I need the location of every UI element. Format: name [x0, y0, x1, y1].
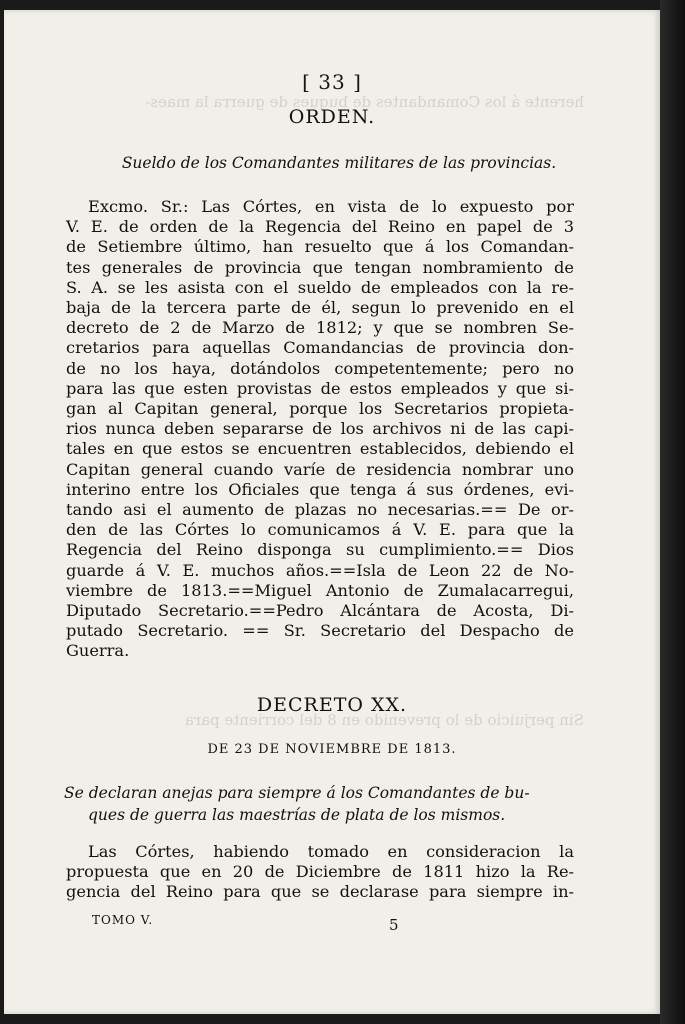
text-line: gencia del Reino para que se declarase para siempre in- [66, 882, 574, 902]
decreto-title: DECRETO XX. [256, 694, 408, 716]
decreto-subtitle-line: Se declaran anejas para siempre á los Comandantes de bu- [64, 784, 530, 802]
bleed-through-text: Sin perjuicio de lo prevenido en 8 del corriente para [184, 711, 584, 729]
text-line: interino entre los Oficiales que tenga á sus órdenes, evi- [66, 479, 574, 499]
decreto-date: DE 23 DE NOVIEMBRE DE 1813. [207, 742, 457, 757]
text-line: V. E. de orden de la Regencia del Reino en papel de 3 [66, 217, 574, 237]
text-line: Guerra. [66, 641, 130, 661]
orden-title: ORDEN. [288, 106, 376, 128]
bleed-through-text: herente á los Comandantes de buques de guerra la maes- [145, 93, 584, 111]
text-line: viembre de 1813.==Miguel Antonio de Zumalacarregui, [66, 580, 574, 600]
orden-subtitle: Sueldo de los Comandantes militares de las provincias. [121, 154, 557, 172]
text-line: den de las Córtes lo comunicamos á V. E. para que la [66, 520, 574, 540]
text-line: para las que esten provistas de estos empleados y que si- [66, 378, 574, 398]
orden-body [66, 197, 574, 662]
text-line: decreto de 2 de Marzo de 1812; y que se nombren Se- [66, 318, 574, 338]
text-line: cretarios para aquellas Comandancias de provincia don- [66, 338, 574, 358]
text-line: guarde á V. E. muchos años.==Isla de Leon 22 de No- [66, 560, 574, 580]
text-line: putado Secretario. == Sr. Secretario del Despacho de [66, 621, 574, 641]
text-line: de no los haya, dotándolos competentemente; pero no [66, 358, 574, 378]
text-line: de Setiembre último, han resuelto que á los Comandan- [66, 237, 574, 257]
volume-label: TOMO V. [92, 913, 154, 927]
text-line: Diputado Secretario.==Pedro Alcántara de Acosta, Di- [66, 601, 574, 621]
text-line: propuesta que en 20 de Diciembre de 1811 hizo la Re- [66, 862, 574, 882]
decreto-body [66, 842, 574, 903]
document-page [4, 10, 660, 1014]
decreto-subtitle-line: ques de guerra las maestrías de plata de los mismos. [88, 806, 506, 824]
signature-mark: 5 [389, 916, 399, 934]
text-line: gan al Capitan general, porque los Secretarios propieta- [66, 399, 574, 419]
text-line: Las Córtes, habiendo tomado en consideracion la [88, 842, 574, 861]
text-line: tales en que estos se encuentren establecidos, debiendo el [66, 439, 574, 459]
text-line: tes generales de provincia que tengan nombramiento de [66, 257, 574, 277]
text-line: S. A. se les asista con el sueldo de empleados con la re- [66, 277, 574, 297]
text-line: baja de la tercera parte de él, segun lo prevenido en el [66, 298, 574, 318]
decreto-subtitle [64, 782, 574, 826]
text-line: rios nunca deben separarse de los archivos ni de las capi- [66, 419, 574, 439]
text-line: Regencia del Reino disponga su cumplimiento.== Dios [66, 540, 574, 560]
page-number: [ 33 ] [302, 70, 362, 94]
text-line: Capitan general cuando varíe de residencia nombrar uno [66, 459, 574, 479]
scan-edge [660, 0, 685, 1024]
text-line: tando asi el aumento de plazas no necesarias.== De or- [66, 500, 574, 520]
text-line: Excmo. Sr.: Las Córtes, en vista de lo expuesto por [88, 197, 574, 216]
